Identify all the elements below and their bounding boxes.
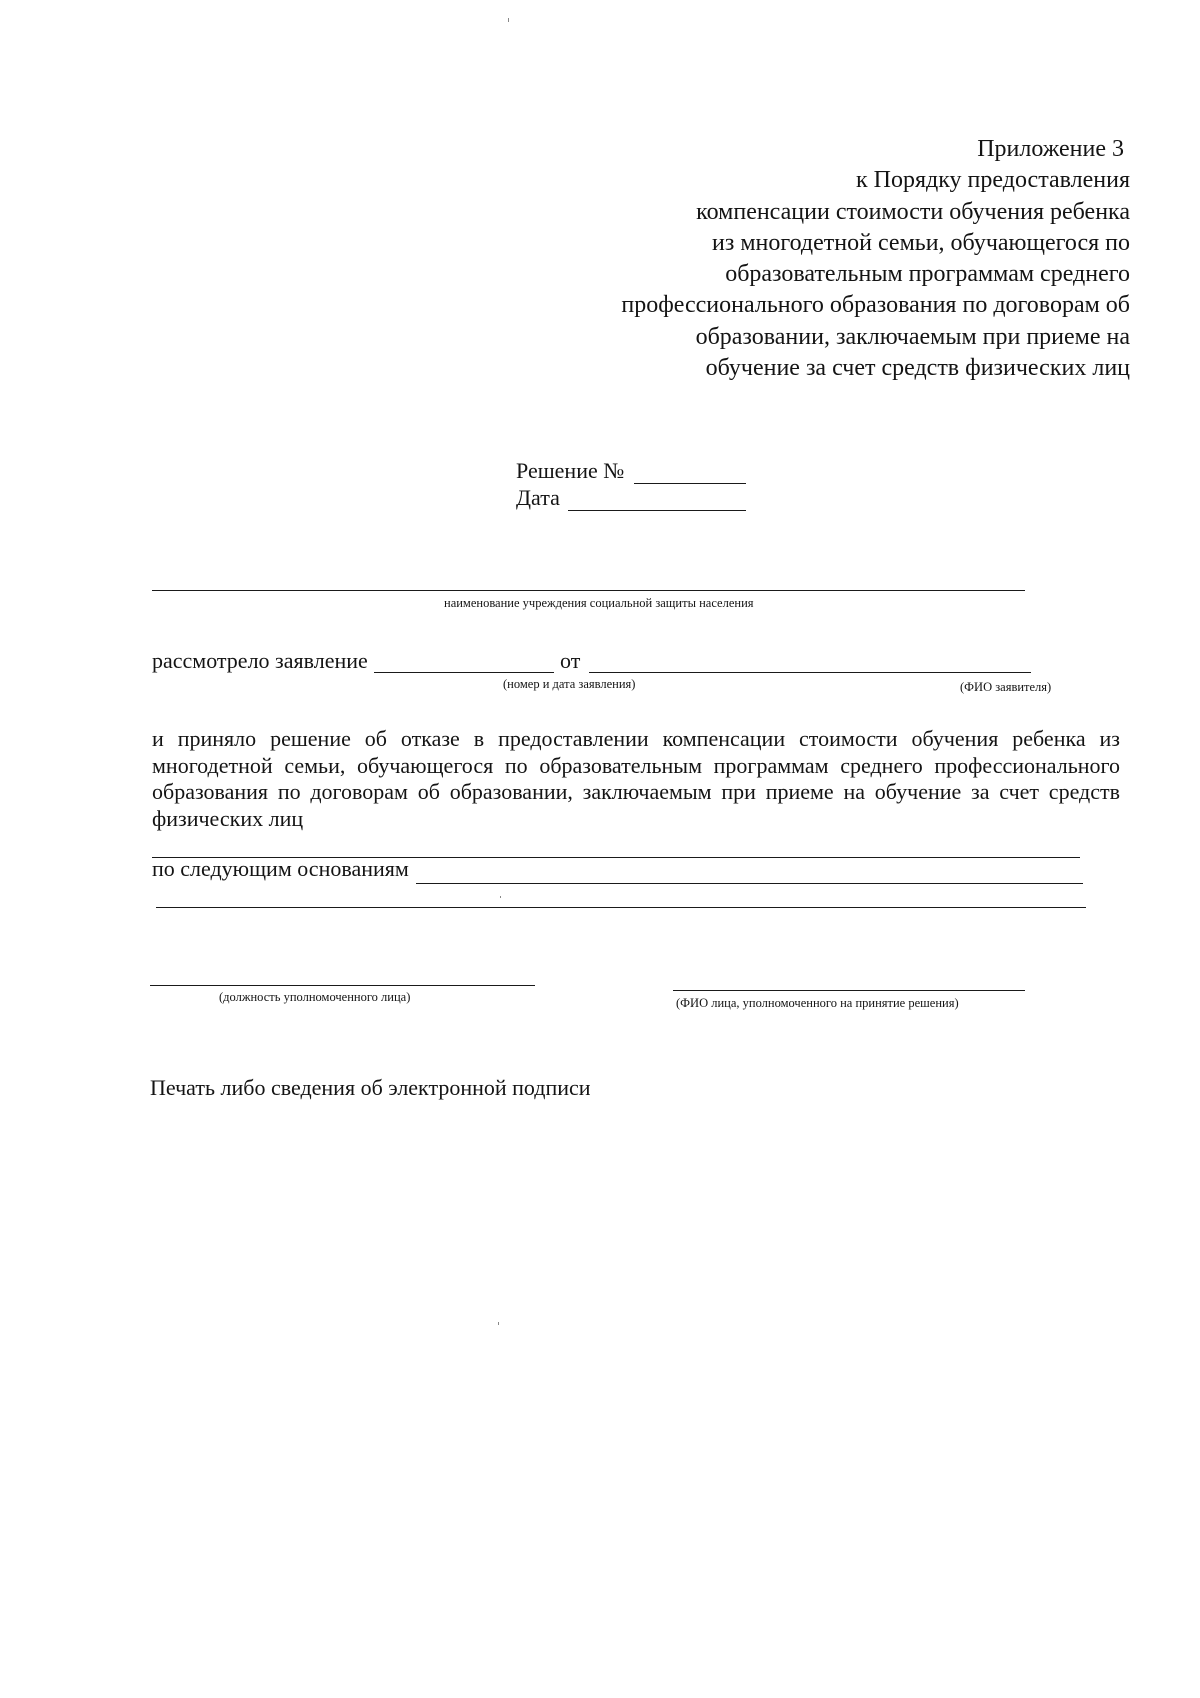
reason-line-2[interactable] xyxy=(156,907,1086,908)
decision-text-line: и приняло решение об отказе в предоставлении компенсации стоимости обучения ребенка из xyxy=(152,726,1120,751)
decision-number-label: Решение № xyxy=(516,458,625,483)
scan-speck xyxy=(498,1322,499,1325)
decision-text-line: физических лиц xyxy=(152,805,304,831)
position-field[interactable] xyxy=(150,985,535,986)
appendix-line: обучение за счет средств физических лиц xyxy=(705,355,1130,382)
appendix-line: образовательным программам среднего xyxy=(725,261,1130,288)
appendix-header xyxy=(490,134,1130,384)
appendix-line: к Порядку предоставления xyxy=(855,167,1130,194)
appendix-line: образовании, заключаемым при приеме на xyxy=(695,323,1130,350)
institution-caption: наименование учреждения социальной защиты населения xyxy=(444,596,754,610)
signer-name-field[interactable] xyxy=(673,990,1025,991)
signer-name-caption: (ФИО лица, уполномоченного на принятие решения) xyxy=(676,996,959,1010)
scan-speck xyxy=(500,896,501,898)
institution-name-field[interactable] xyxy=(152,590,1025,591)
appendix-line: профессионального образования по договорам об xyxy=(621,292,1130,319)
scan-speck xyxy=(508,18,509,22)
reviewed-label: рассмотрело заявление xyxy=(152,648,368,673)
decision-text xyxy=(152,726,1120,832)
seal-note: Печать либо сведения об электронной подписи xyxy=(150,1075,591,1100)
decision-text-line: образования по договорам об образовании, заключаемым при приеме на обучение за счет средств xyxy=(152,779,1120,804)
application-caption: (номер и дата заявления) xyxy=(503,677,636,691)
appendix-line: компенсации стоимости обучения ребенка xyxy=(696,198,1130,225)
decision-text-line: многодетной семьи, обучающегося по образовательным программам среднего профессионального xyxy=(152,752,1120,778)
applicant-caption: (ФИО заявителя) xyxy=(960,680,1052,694)
appendix-line: Приложение 3 xyxy=(977,136,1124,162)
application-number-date-field[interactable] xyxy=(374,672,554,673)
appendix-line: из многодетной семьи, обучающегося по xyxy=(712,229,1130,256)
decision-date-field[interactable] xyxy=(568,510,746,511)
from-label: от xyxy=(560,648,581,673)
grounds-label: по следующим основаниям xyxy=(152,856,409,881)
position-caption: (должность уполномоченного лица) xyxy=(219,990,411,1004)
grounds-field[interactable] xyxy=(416,883,1083,884)
decision-number-field[interactable] xyxy=(634,483,746,484)
applicant-name-field[interactable] xyxy=(589,672,1031,673)
decision-date-label: Дата xyxy=(516,485,560,510)
